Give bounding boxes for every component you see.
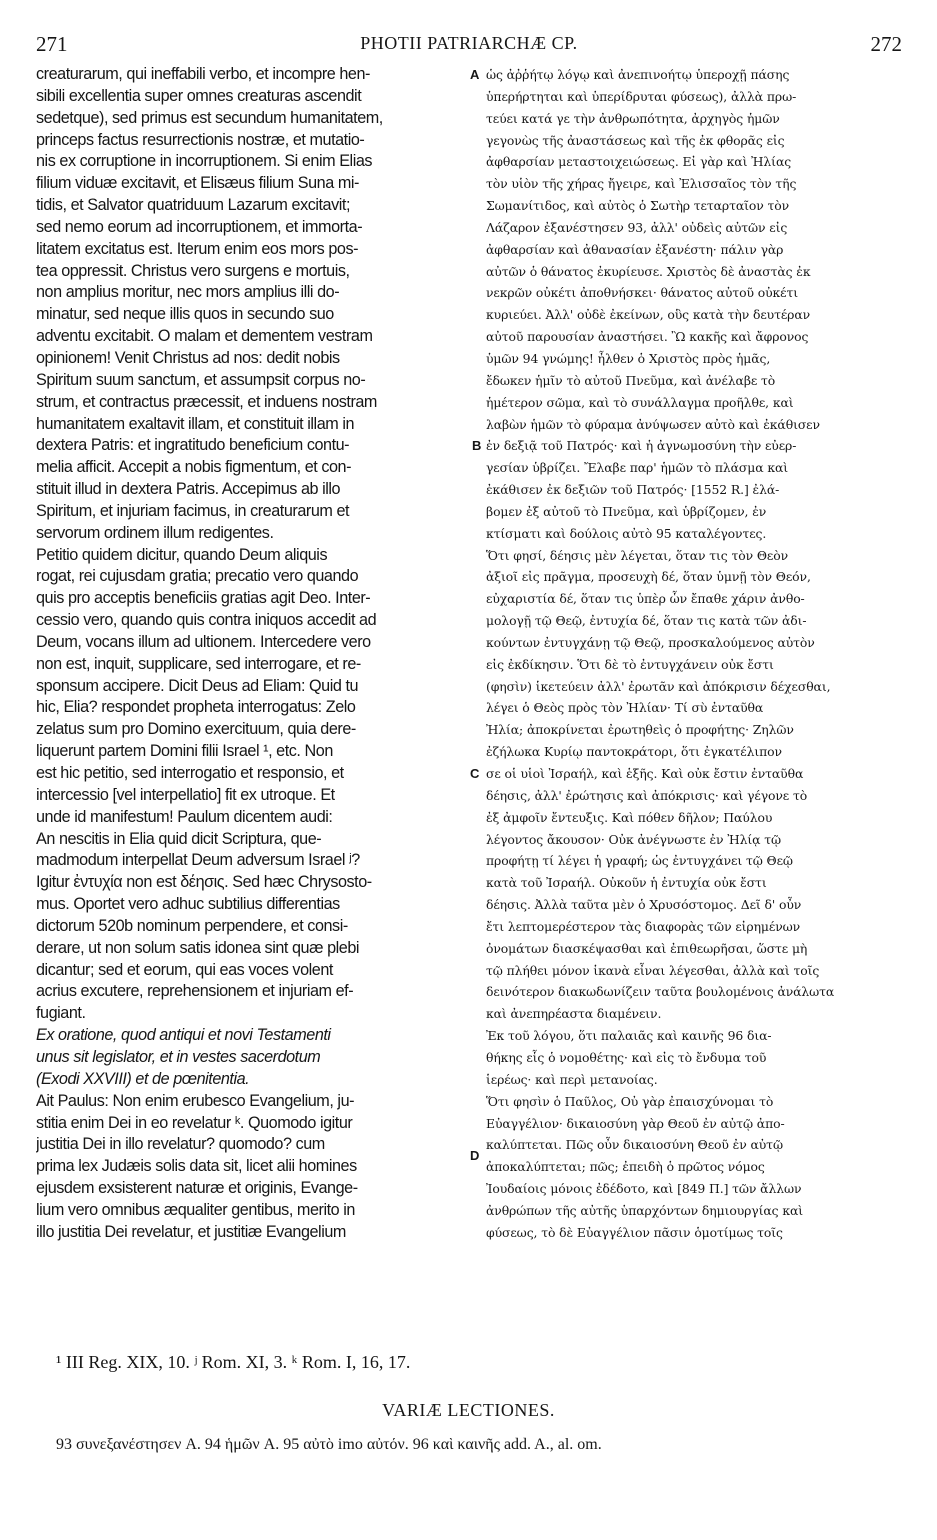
- latin-line: cessio vero, quando quis contra iniquos accedit ad: [36, 611, 377, 630]
- greek-line: ἱερέως· καὶ περὶ μετανοίας.: [486, 1071, 658, 1087]
- greek-line: βομεν ἐξ αὐτοῦ τὸ Πνεῦμα, καὶ ὑβρίζομεν, ἐν: [486, 503, 767, 519]
- latin-line: acrius excutere, reprehensionem et injuriam ef-: [36, 982, 354, 1001]
- latin-line: Igitur ἐντυχία non est δέησις. Sed hæc Chrysosto-: [36, 873, 372, 892]
- greek-line: Ἠλία; ἀποκρίνεται ἐρωτηθεὶς ὁ προφήτης· Ζηλῶν: [486, 722, 794, 738]
- latin-line: An nescitis in Elia quid dicit Scriptura, que-: [36, 829, 322, 848]
- latin-line: tidis, et Salvator quatriduum Lazarum excitavit;: [36, 196, 350, 215]
- greek-line: Εὐαγγέλιον· δικαιοσύνη γὰρ Θεοῦ ἐν αὐτῷ ἀπο-: [486, 1115, 785, 1131]
- greek-line: Ὅτι φησί, δέησις μὲν λέγεται, ὅταν τις τὸν Θεὸν: [486, 547, 789, 563]
- latin-line: hic, Elia? respondet propheta interrogatus: Zelo: [36, 698, 356, 717]
- latin-line: tea oppressit. Christus vero surgens e mortuis,: [36, 261, 350, 280]
- greek-line: ἀφθαρσίαν καὶ ἀθανασίαν ἐξανέστη· πάλιν γὰρ: [486, 241, 784, 257]
- latin-line: dictorum 520b nominum perpendere, et consi-: [36, 916, 348, 935]
- latin-column: [36, 64, 464, 1244]
- latin-line: unde id manifestum! Paulum dicentem audi:: [36, 807, 333, 826]
- latin-line: strum, et contractus præcessit, et induens nostram: [36, 392, 377, 411]
- greek-line: ἀποκαλύπτεται; πῶς; ἐπειδὴ ὁ πρῶτος νόμος: [486, 1159, 765, 1175]
- latin-line: princeps factus resurrectionis nostræ, et mutatio-: [36, 130, 365, 149]
- greek-line: ὀνομάτων διασκέψασθαι καὶ ἐπιθεωρῆσαι, ὥστε μὴ: [486, 940, 808, 956]
- greek-line: ὑμῶν 94 γνώμης! ἦλθεν ὁ Χριστὸς πρὸς ἡμᾶς,: [486, 350, 771, 366]
- marginal-letter-d: D: [470, 1148, 480, 1163]
- greek-line: τὸν υἱὸν τῆς χήρας ἤγειρε, καὶ Ἐλισσαῖος τὸν τῆς: [486, 176, 797, 192]
- latin-line: Spiritum, et injuriam facimus, in creaturarum et: [36, 501, 350, 520]
- greek-line: (φησὶν) ἱκετεύειν ἀλλ' ἐρωτᾶν καὶ ἀπόκρισιν δέχεσθαι,: [486, 678, 831, 694]
- latin-line: (Exodi XXVIII) et de pœnitentia.: [36, 1069, 250, 1088]
- greek-line: αὐτοῦ παρουσίαν ἀναστήσει. Ὢ κακῆς καὶ ἄφρονος: [486, 329, 809, 345]
- latin-line: sponsum accipere. Dicit Deus ad Eliam: Quid tu: [36, 676, 359, 695]
- latin-line: sibili excellentia super omnes creaturas ascendit: [36, 86, 362, 105]
- latin-line: sed nemo eorum ad incorruptionem, et immorta-: [36, 217, 363, 236]
- page-header: [36, 32, 902, 62]
- greek-line: τῷ πλήθει μόνον ἱκανὰ εἶναι λέγεσθαι, ἀλλὰ καὶ τοῖς: [486, 962, 820, 978]
- latin-line: unus sit legislator, et in vestes sacerdotum: [36, 1047, 321, 1066]
- greek-line: Ἰουδαίοις μόνοις ἐδέδοτο, καὶ [849 Π.] τῶν ἄλλων: [486, 1181, 802, 1197]
- latin-line: liquerunt partem Domini filii Israel ¹, etc. Non: [36, 742, 333, 761]
- greek-line: ἔδωκεν ἡμῖν τὸ αὐτοῦ Πνεῦμα, καὶ ἀνέλαβε τὸ: [486, 372, 776, 388]
- latin-line: nis ex corruptione in incorruptionem. Si enim Elias: [36, 152, 373, 171]
- latin-line: fugiant.: [36, 1004, 86, 1023]
- latin-line: Deum, vocans illum ad ultionem. Intercedere vero: [36, 632, 371, 651]
- greek-line: λέγοντος ἄκουσον· Οὐκ ἀνέγνωστε ἐν Ἠλίᾳ τῷ: [486, 831, 781, 847]
- latin-line: Ait Paulus: Non enim erubesco Evangelium, ju-: [36, 1091, 355, 1110]
- greek-line: καὶ ἀνεπηρέαστα διαμένειν.: [486, 1006, 662, 1022]
- running-title: PHOTII PATRIARCHÆ CP.: [360, 33, 578, 53]
- marginal-letter-c: C: [470, 766, 480, 781]
- marginal-letter-b: B: [472, 438, 482, 453]
- greek-line: θήκης εἷς ὁ νομοθέτης· καὶ εἰς τὸ ἔνδυμα τοῦ: [486, 1049, 767, 1065]
- greek-line: ἀφθαρσίαν μεταστοιχειώσεως. Εἰ γὰρ καὶ Ἠλίας: [486, 154, 792, 170]
- variae-lectiones-text: 93 συνεξανέστησεν A. 94 ἡμῶν A. 95 αὐτὸ imo αὐτόν. 96 καὶ καινῆς add. A., al. om.: [56, 1436, 602, 1453]
- greek-line: ἐκάθισεν ἐκ δεξιῶν τοῦ Πατρός· [1552 R.] ἐλά-: [486, 482, 780, 498]
- latin-line: dicantur; sed et eorum, qui eas voces volent: [36, 960, 333, 979]
- greek-line: προφήτῃ τί λέγει ἡ γραφή; ὡς ἐντυγχάνει τῷ Θεῷ: [486, 853, 793, 869]
- latin-line: zelatus sum pro Domino exercituum, quia dere-: [36, 720, 356, 739]
- latin-line: humanitatem exaltavit illam, et constituit illam in: [36, 414, 355, 433]
- latin-line: illo justitia Dei revelatur, et justitiæ Evangelium: [36, 1222, 346, 1241]
- latin-line: quis pro acceptis beneficiis gratias agit Deo. Inter-: [36, 589, 371, 608]
- left-page-number: 271: [36, 32, 68, 56]
- greek-line: αὐτῶν ὁ θάνατος ἐκυρίευσε. Χριστὸς δὲ ἀναστὰς ἐκ: [486, 263, 811, 279]
- latin-line: melia afficit. Accepit a nobis figmentum, et con-: [36, 458, 352, 477]
- greek-line: ἐν δεξιᾷ τοῦ Πατρός· καὶ ἡ ἀγνωμοσύνη τὴν εὐερ-: [486, 438, 797, 454]
- greek-line: ἀξιοῖ εἰς πρᾶγμα, προσευχὴ δέ, ὅταν ὑμνῇ τὸν Θεόν,: [486, 569, 811, 585]
- latin-line: litatem excitatus est. Iterum enim eos mors pos-: [36, 239, 359, 258]
- marginal-letter-a: A: [470, 67, 480, 82]
- latin-line: est hic petitio, sed interrogatio et responsio, et: [36, 764, 344, 782]
- latin-line: madmodum interpellat Deum adversum Israel ʲ?: [36, 851, 360, 870]
- greek-line: δεινότερον διακωδωνίζειν ταῦτα βουλομένοις ἀνάλωτα: [486, 984, 835, 1000]
- latin-line: derare, ut non solum satis idonea sint quæ plebi: [36, 938, 360, 957]
- latin-line: Spiritum suum sanctum, et assumpsit corpus no-: [36, 370, 366, 389]
- right-page-number: 272: [870, 32, 902, 56]
- greek-line: ἡμέτερον σῶμα, καὶ τὸ συνάλλαγμα προῆλθε, καὶ: [486, 394, 794, 410]
- greek-line: ἐξ ἀμφοῖν ἔντευξις. Καὶ πόθεν δῆλον; Παύλου: [486, 809, 773, 825]
- latin-line: dextera Patris: et ingratitudo beneficium contu-: [36, 436, 350, 455]
- latin-line: minatur, sed neque illis quos in secundo suo: [36, 305, 334, 324]
- greek-line: κυριεύει. Ἀλλ' οὐδὲ ἐκείνων, οὓς κατὰ τὴν δευτέραν: [486, 307, 811, 323]
- latin-line: ejusdem exsisterent naturæ et originis, Evange-: [36, 1179, 358, 1198]
- latin-line: prima lex Judæis solis data sit, licet alii homines: [36, 1157, 357, 1176]
- latin-line: rogat, rei cujusdam gratia; precatio vero quando: [36, 567, 359, 586]
- greek-line: σε οἱ υἱοὶ Ἰσραήλ, καὶ ἑξῆς. Καὶ οὐκ ἔστιν ἐνταῦθα: [486, 766, 804, 781]
- greek-line: κούντων ἐντυγχάνῃ τῷ Θεῷ, προσκαλούμενος αὐτὸν: [486, 634, 815, 650]
- greek-line: λαβὼν ἡμῶν τὸ φύραμα ἀνύψωσεν αὐτὸ καὶ ἐκάθισεν: [486, 416, 820, 432]
- latin-line: non est, inquit, supplicare, sed interrogare, et re-: [36, 654, 361, 673]
- greek-line: τεύει κατά γε τὴν ἀνθρωπότητα, ἀρχηγὸς ἡμῶν: [486, 110, 780, 126]
- latin-line: Ex oratione, quod antiqui et novi Testamenti: [36, 1026, 331, 1045]
- greek-line: λέγει ὁ Θεὸς πρὸς τὸν Ἠλίαν· Τί σὺ ἐνταῦθα: [486, 700, 764, 716]
- greek-line: εὐχαριστία δέ, ὅταν τις ὑπὲρ ὧν ἔπαθε χάριν ἀνθο-: [486, 591, 805, 607]
- greek-line: νεκρῶν οὐκέτι ἀποθνήσκει· θάνατος αὐτοῦ οὐκέτι: [486, 285, 798, 301]
- greek-line: μολογῇ τῷ Θεῷ, ἐντυχία δέ, ὅταν τις κατὰ τῶν ἀδι-: [486, 613, 807, 629]
- latin-line: justitia Dei in illo revelatur? quomodo? cum: [36, 1135, 325, 1154]
- greek-line: γεσίαν ὑβρίζει. Ἔλαβε παρ' ἡμῶν τὸ πλάσμα καὶ: [486, 460, 789, 476]
- latin-line: intercessio [vel interpellatio] fit ex utroque. Et: [36, 785, 335, 804]
- greek-line: Σωμανίτιδος, καὶ αὐτὸς ὁ Σωτὴρ τεταρταῖον τὸν: [486, 198, 790, 214]
- footnotes: ¹ III Reg. XIX, 10. ʲ Rom. XI, 3. ᵏ Rom. I, 16, 17.: [56, 1352, 411, 1372]
- greek-line: κατὰ τοῦ Ἰσραήλ. Οὐκοῦν ἡ ἐντυχία οὐκ ἔστι: [486, 875, 767, 891]
- greek-line: Ὅτι φησὶν ὁ Παῦλος, Οὐ γὰρ ἐπαισχύνομαι τὸ: [486, 1093, 774, 1109]
- greek-line: δέησις, ἀλλ' ἐρώτησις καὶ ἀπόκρισις· καὶ γέγονε τὸ: [486, 787, 808, 803]
- latin-line: opinionem! Venit Christus ad nos: dedit nobis: [36, 348, 340, 367]
- latin-line: non amplius moritur, nec mors amplius illi do-: [36, 283, 340, 302]
- latin-line: Petitio quidem dicitur, quando Deum aliquis: [36, 545, 328, 564]
- greek-line: Ἐκ τοῦ λόγου, ὅτι παλαιᾶς καὶ καινῆς 96 δια-: [486, 1028, 772, 1044]
- latin-line: adventu excitabit. O malam et dementem vestram: [36, 327, 373, 346]
- greek-line: δέησις. Ἀλλὰ ταῦτα μὲν ὁ Χρυσόστομος. Δεῖ δ' οὖν: [486, 897, 802, 913]
- greek-line: ἐζήλωκα Κυρίῳ παντοκράτορι, ὅτι ἐγκατέλιπον: [486, 744, 782, 760]
- latin-line: stitia enim Dei in eo revelatur ᵏ. Quomodo igitur: [36, 1113, 353, 1132]
- latin-line: sedetque), sed primus est secundum humanitatem,: [36, 108, 383, 127]
- greek-line: γεγονὼς τῆς ἀναστάσεως καὶ τῆς ἐκ φθορᾶς εἰς: [486, 132, 785, 148]
- greek-column: [486, 64, 904, 1244]
- greek-line: ἀνθρώπων τῆς αὐτῆς ὑπαρχόντων δημιουργίας καὶ: [486, 1202, 803, 1218]
- greek-line: ἔτι λεπτομερέστερον τὰς διαφορὰς τῶν εἰρημένων: [486, 918, 801, 934]
- latin-line: mus. Oportet vero adhuc subtilius differentias: [36, 895, 340, 914]
- greek-line: φύσεως, τὸ δὲ Εὐαγγέλιον πᾶσιν ὁμοτίμως τοῖς: [486, 1224, 783, 1240]
- greek-line: κτίσματι καὶ δούλοις αὐτὸ 95 καταλέγοντες.: [486, 525, 767, 541]
- greek-line: καλύπτεται. Πῶς οὖν δικαιοσύνη Θεοῦ ἐν αὐτῷ: [486, 1137, 783, 1153]
- variae-lectiones-title: VARIÆ LECTIONES.: [382, 1400, 555, 1420]
- latin-line: creaturarum, qui ineffabili verbo, et incompre hen-: [36, 65, 370, 83]
- greek-line: εἰς ἐκδίκησιν. Ὅτι δὲ τὸ ἐντυγχάνειν οὐκ ἔστι: [486, 656, 774, 672]
- greek-line: ὑπερήρτηται καὶ ὑπερίδρυται φύσεως), ἀλλὰ πρω-: [486, 88, 797, 104]
- latin-line: servorum ordinem illum redigentes.: [36, 523, 274, 542]
- latin-line: filium viduæ excitavit, et Elisæus filium Suna mi-: [36, 174, 359, 193]
- greek-line: ὡς ἀῤῥήτῳ λόγῳ καὶ ἀνεπινοήτῳ ὑπεροχῇ πάσης: [486, 67, 790, 82]
- latin-line: stituit illud in dextera Patris. Accepimus ab illo: [36, 480, 341, 499]
- greek-line: Λάζαρον ἐξανέστησεν 93, ἀλλ' οὐδεὶς αὐτῶν εἰς: [486, 219, 788, 235]
- latin-line: lium vero omnibus æqualiter gentibus, merito in: [36, 1200, 355, 1219]
